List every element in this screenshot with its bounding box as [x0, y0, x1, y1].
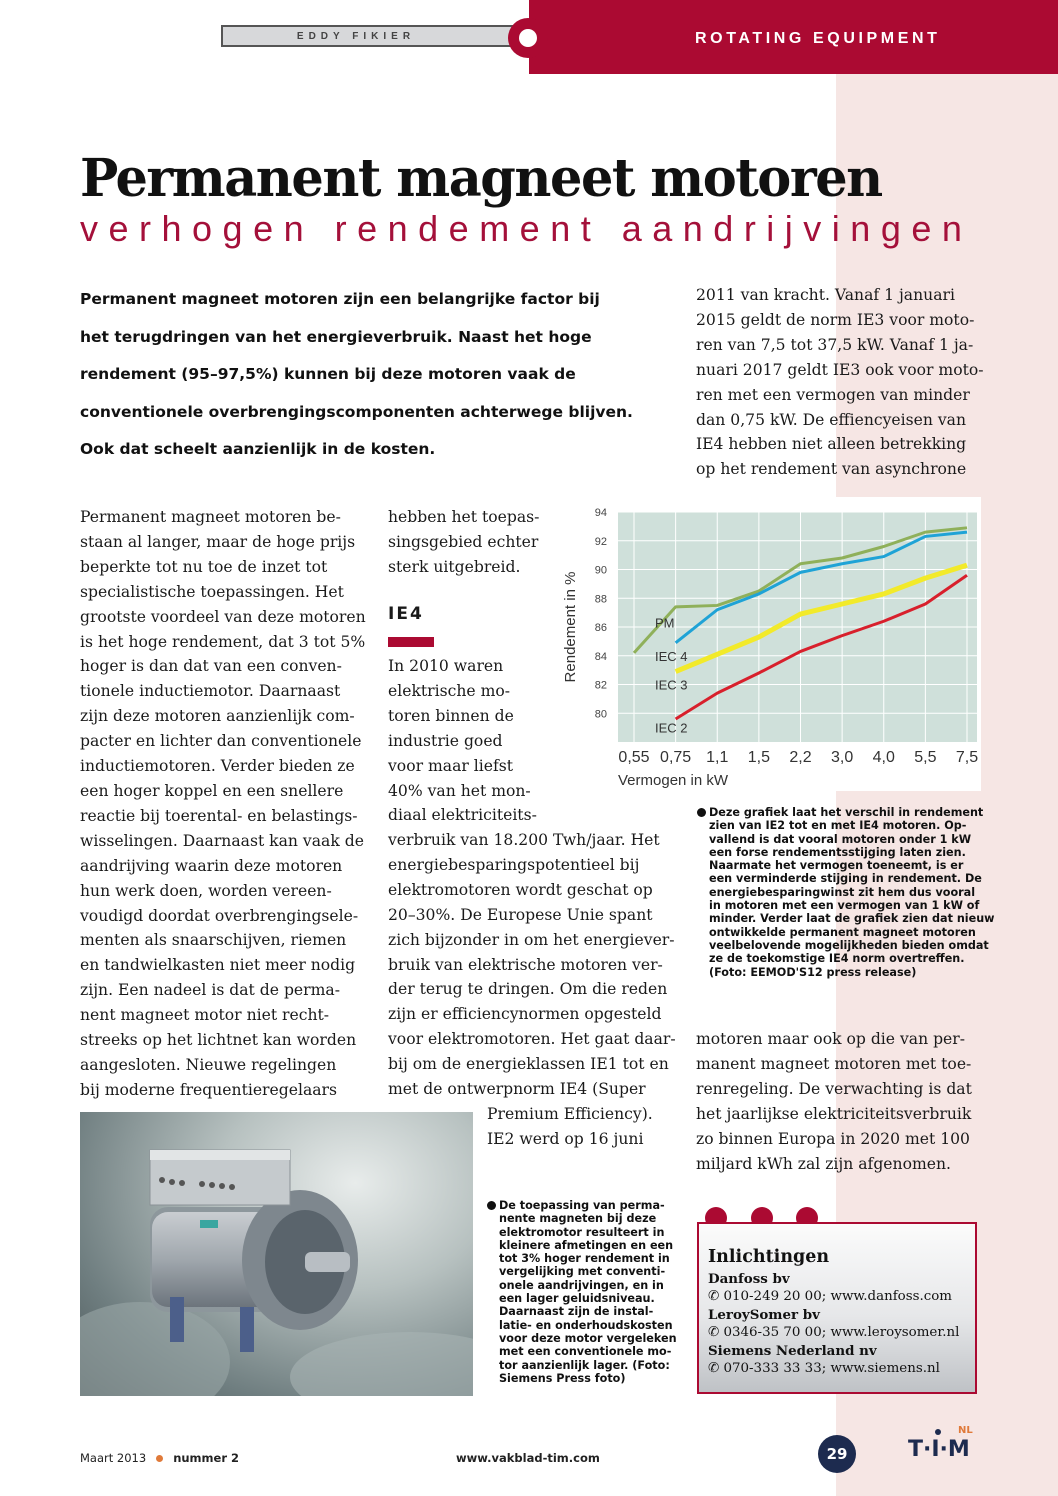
body-line: bij moderne frequentieregelaars: [80, 1080, 337, 1099]
body-line: pacter en lichter dan conventionele: [80, 732, 362, 751]
body-line: nent magneet motor niet recht-: [80, 1006, 330, 1025]
body-line: zijn. Een nadeel is dat de perma-: [80, 981, 340, 1000]
caption-line: Siemens Press foto): [499, 1371, 626, 1385]
logo-suffix: NL: [958, 1425, 973, 1436]
caption-line: minder. Verder laat de grafiek zien dat nieuw: [709, 912, 995, 926]
body-line: zich bijzonder in om het energiever-: [388, 930, 675, 949]
svg-text:2,2: 2,2: [789, 749, 812, 766]
body-column-3-top: [696, 283, 984, 482]
body-line: der terug te dringen. Om die reden: [388, 980, 668, 999]
footer-url[interactable]: www.vakblad-tim.com: [456, 1451, 600, 1465]
chart-caption: [697, 806, 995, 979]
svg-text:5,5: 5,5: [914, 749, 937, 766]
body-line: elektromotoren wordt geschat op: [388, 880, 653, 899]
caption-line: energiebesparingwinst zit hem dus vooral: [709, 885, 976, 899]
body-line: elektrische mo-: [388, 681, 511, 700]
body-line: grootste voordeel van deze motoren: [80, 607, 366, 626]
bullet-icon: [487, 1201, 496, 1210]
caption-line: Naarmate het vermogen toeneemt, is er: [709, 859, 964, 873]
intro-line: Ook dat scheelt aanzienlijk in de kosten.: [80, 440, 436, 458]
company-contact: ✆ 010-249 20 00; www.danfoss.com: [708, 1289, 952, 1304]
caption-line: Deze grafiek laat het verschil in rendement: [709, 806, 984, 819]
svg-text:0,75: 0,75: [660, 749, 692, 766]
caption-line: in motoren met een vermogen van 1 kW of: [709, 899, 980, 913]
body-line: specialistische toepassingen. Het: [80, 582, 344, 601]
body-line: streeks op het lichtnet kan worden: [80, 1031, 357, 1050]
body-line: sterk uitgebreid.: [388, 557, 521, 576]
logo-text: T·I·M: [908, 1437, 970, 1462]
body-line: toren binnen de: [388, 706, 514, 725]
body-line: Premium Efficiency).: [487, 1105, 653, 1123]
page-number: 29: [818, 1435, 856, 1473]
body-column-2-ie4: [388, 654, 537, 828]
svg-text:0,55: 0,55: [618, 749, 650, 766]
body-line: energiebesparingspotentieel bij: [388, 855, 640, 874]
dot-icon: [156, 1455, 163, 1462]
body-line: voudigd doordat overbrengingsele-: [80, 906, 359, 925]
caption-line: een forse rendementsstijging laten zien.: [709, 845, 966, 859]
body-line: 2011 van kracht. Vanaf 1 januari: [696, 286, 955, 304]
caption-line: voor deze motor vergeleken: [499, 1331, 677, 1345]
caption-line: onele aandrijvingen, en in: [499, 1278, 664, 1292]
body-line: zijn deze motoren aanzienlijk com-: [80, 707, 355, 726]
photo-caption: [487, 1199, 677, 1385]
caption-line: een lager geluidsniveau.: [499, 1292, 655, 1306]
logo-dot-icon: [935, 1429, 941, 1435]
section-label: ROTATING EQUIPMENT: [695, 30, 941, 47]
body-column-2-top: [388, 505, 539, 580]
body-line: bij om de energieklassen IE1 tot en: [388, 1055, 669, 1074]
body-line: hun werk doen, worden vereen-: [80, 881, 332, 900]
electric-motor-image: [80, 1112, 473, 1396]
caption-line: een verminderde stijging in rendement. De: [709, 872, 982, 886]
caption-line: latie- en onderhoudskosten: [499, 1318, 673, 1332]
body-line: met de ontwerpnorm IE4 (Super: [388, 1080, 646, 1099]
info-box: [697, 1222, 977, 1394]
body-line: inductiemotoren. Verder bieden ze: [80, 757, 355, 776]
company-name: Siemens Nederland nv: [708, 1343, 877, 1359]
body-line: ren van 7,5 tot 37,5 kW. Vanaf 1 ja-: [696, 335, 974, 354]
body-line: verbruik van 18.200 Twh/jaar. Het: [388, 831, 660, 849]
body-column-3-bottom: [696, 1027, 972, 1176]
article-subtitle: verhogen rendement aandrijvingen: [80, 208, 973, 249]
body-line: een hoger koppel en een snellere: [80, 781, 344, 800]
caption-line: De toepassing van perma-: [499, 1199, 665, 1212]
section-header: [529, 0, 1058, 74]
svg-text:Rendement in %: Rendement in %: [562, 571, 579, 683]
body-line: is het hoge rendement, dat 3 tot 5%: [80, 632, 366, 651]
caption-line: veelbelovende mogelijkheden bieden omdat: [709, 938, 989, 952]
body-line: reactie bij toerental- en belastings-: [80, 806, 358, 825]
svg-text:84: 84: [594, 650, 607, 663]
body-line: beperkte tot nu toe de inzet tot: [80, 557, 328, 576]
svg-text:90: 90: [594, 564, 607, 577]
tim-logo: [908, 1425, 988, 1465]
body-column-1: [80, 505, 366, 1103]
body-line: zo binnen Europa in 2020 met 100: [696, 1129, 970, 1148]
caption-line: nente magneten bij deze: [499, 1212, 657, 1226]
body-line: diaal elektriciteits-: [388, 806, 537, 825]
efficiency-chart: [555, 497, 981, 791]
body-line: tionele inductiemotor. Daarnaast: [80, 682, 341, 701]
body-line: 20–30%. De Europese Unie spant: [388, 905, 653, 924]
body-line: renregeling. De verwachting is dat: [696, 1079, 972, 1098]
body-line: aangesloten. Nieuwe regelingen: [80, 1055, 337, 1074]
footer-date: Maart 2013: [80, 1451, 147, 1465]
svg-text:4,0: 4,0: [872, 749, 895, 766]
body-line: industrie goed: [388, 731, 503, 750]
svg-text:PM: PM: [655, 615, 675, 631]
body-line: IE2 werd op 16 juni: [487, 1129, 644, 1148]
caption-line: ze de toekomstige IE4 norm overtreffen.: [709, 952, 965, 966]
body-line: aandrijving waarin deze motoren: [80, 856, 343, 875]
body-line: 2015 geldt de norm IE3 voor moto-: [696, 310, 975, 329]
caption-line: tot 3% hoger rendement in: [499, 1252, 670, 1266]
info-title: Inlichtingen: [708, 1247, 830, 1267]
svg-text:IEC 4: IEC 4: [655, 648, 688, 664]
section-heading-ie4: IE4: [388, 604, 424, 624]
body-line: het jaarlijkse elektriciteitsverbruik: [696, 1104, 972, 1123]
caption-line: elektromotor resulteert in: [499, 1225, 665, 1239]
body-line: In 2010 waren: [388, 657, 504, 675]
svg-text:86: 86: [594, 622, 607, 634]
svg-text:88: 88: [594, 593, 607, 606]
svg-text:IEC 3: IEC 3: [655, 677, 688, 693]
body-line: zijn er efficiencynormen opgesteld: [388, 1005, 662, 1024]
body-line: menten als snaarschijven, riemen: [80, 931, 347, 950]
svg-text:80: 80: [594, 708, 607, 721]
svg-text:1,5: 1,5: [747, 749, 770, 766]
svg-text:94: 94: [594, 507, 607, 519]
bullet-icon: [697, 808, 706, 817]
motor-photo: [80, 1112, 473, 1396]
company-name: Danfoss bv: [708, 1271, 790, 1287]
body-line: IE4 hebben niet alleen betrekking: [696, 435, 967, 454]
svg-text:3,0: 3,0: [831, 749, 854, 766]
caption-line: vallend is dat vooral motoren onder 1 kW: [709, 832, 972, 846]
body-line: singsgebied echter: [388, 532, 539, 551]
author-bar: [221, 25, 521, 47]
line-chart: [555, 497, 981, 791]
article-intro: [80, 281, 680, 469]
caption-line: vergelijking met conventi-: [499, 1265, 666, 1279]
company-contact: ✆ 070-333 33 33; www.siemens.nl: [708, 1361, 940, 1376]
footer-issue-info: [80, 1451, 239, 1465]
body-column-2-bottom: [388, 828, 676, 1102]
body-line: manent magneet motoren met toe-: [696, 1054, 972, 1073]
svg-text:1,1: 1,1: [706, 749, 729, 766]
footer-issue: nummer 2: [173, 1451, 240, 1465]
svg-text:Vermogen in kW: Vermogen in kW: [618, 772, 729, 789]
body-line: 40% van het mon-: [388, 781, 531, 800]
svg-text:IEC 2: IEC 2: [655, 720, 688, 736]
caption-line: ontwikkelde permanent magneet motoren: [709, 925, 976, 939]
ring-icon: [508, 18, 548, 58]
body-line: bruik van elektrische motoren ver-: [388, 955, 663, 974]
body-line: op het rendement van asynchrone: [696, 460, 967, 479]
intro-line: het terugdringen van het energieverbruik. Naast het hoge: [80, 327, 592, 346]
heading-rule: [388, 637, 434, 647]
caption-line: Daarnaast zijn de instal-: [499, 1305, 654, 1319]
body-line: hoger is dan dat van een conven-: [80, 657, 342, 676]
body-line: wisselingen. Daarnaast kan vaak de: [80, 831, 364, 850]
body-line: dan 0,75 kW. De effiencyeisen van: [696, 410, 967, 429]
body-line: motoren maar ook op die van per-: [696, 1030, 966, 1048]
caption-line: (Foto: EEMOD'S12 press release): [709, 965, 917, 979]
body-line: voor elektromotoren. Het gaat daar-: [388, 1030, 676, 1049]
svg-text:92: 92: [594, 535, 607, 548]
company-name: LeroySomer bv: [708, 1307, 820, 1323]
caption-line: met een conventionele mo-: [499, 1345, 672, 1359]
body-line: miljard kWh zal zijn afgenomen.: [696, 1154, 951, 1173]
body-line: ren met een vermogen van minder: [696, 385, 970, 404]
intro-line: rendement (95–97,5%) kunnen bij deze motoren vaak de: [80, 365, 576, 383]
body-line: en tandwielkasten niet meer nodig: [80, 956, 356, 975]
body-line: voor maar liefst: [388, 756, 514, 775]
body-line: hebben het toepas-: [388, 508, 540, 526]
caption-line: zien van IE2 tot en met IE4 motoren. Op-: [709, 819, 967, 833]
svg-text:7,5: 7,5: [955, 749, 979, 766]
body-line: nuari 2017 geldt IE3 ook voor moto-: [696, 360, 984, 379]
company-contact: ✆ 0346-35 70 00; www.leroysomer.nl: [708, 1325, 960, 1340]
caption-line: tor aanzienlijk lager. (Foto:: [499, 1358, 670, 1372]
body-line: staan al langer, maar de hoge prijs: [80, 532, 356, 551]
author-name: EDDY FIKIER: [296, 30, 416, 42]
intro-line: Permanent magneet motoren zijn een belangrijke factor bij: [80, 290, 600, 308]
body-line: Permanent magneet motoren be-: [80, 508, 341, 526]
svg-text:82: 82: [594, 679, 607, 692]
caption-line: kleinere afmetingen en een: [499, 1238, 674, 1252]
intro-line: conventionele overbrengingscomponenten achterwege blijven.: [80, 402, 633, 421]
body-column-2-wrap: [487, 1102, 653, 1152]
article-title: Permanent magneet motoren: [80, 148, 882, 209]
